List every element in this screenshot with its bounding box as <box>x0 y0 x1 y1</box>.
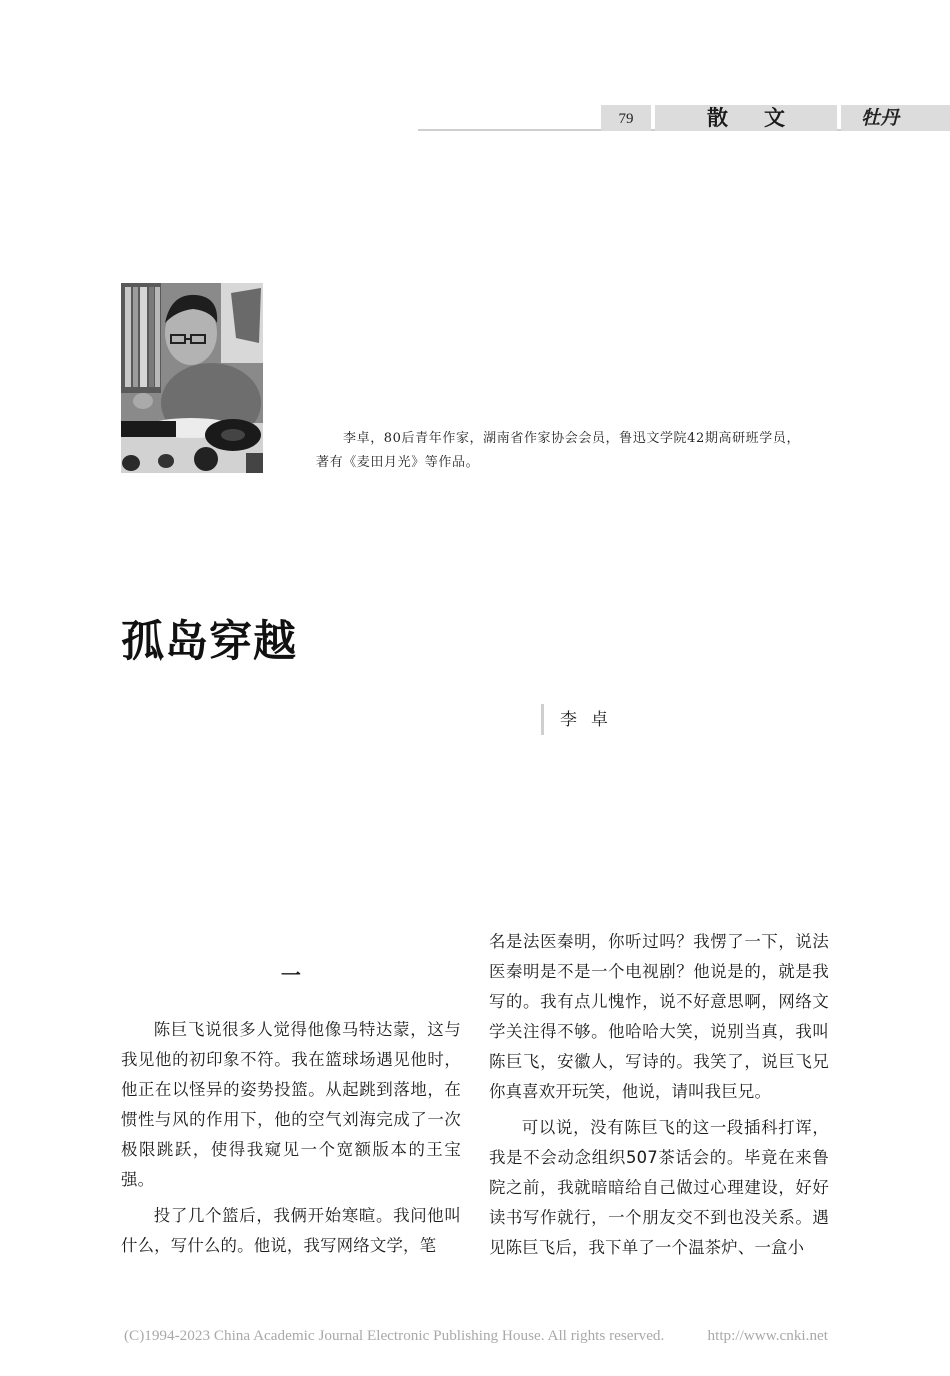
body-column-left <box>121 955 461 1261</box>
copyright-footer <box>124 1325 828 1347</box>
paragraph: 可以说，没有陈巨飞的这一段插科打诨，我是不会动念组织507茶话会的。毕竟在来鲁院之前，我就暗暗给自己做过心理建设，好好读书写作就行，一个朋友交不到也没关系。遇见陈巨飞后，我下单了一个温茶炉、一盒小 <box>489 1118 829 1257</box>
article-title: 孤岛穿越 <box>121 617 297 667</box>
section-label: 散文 <box>655 105 837 131</box>
body-column-right <box>489 927 829 1263</box>
author-photo <box>121 283 263 473</box>
copyright-text: (C)1994-2023 China Academic Journal Electronic Publishing House. All rights reserved. <box>124 1327 665 1344</box>
magazine-logo: 牡丹 <box>841 105 950 131</box>
author-bio-line: 李卓，80后青年作家，湖南省作家协会会员，鲁迅文学院42期高研班学员， <box>343 431 801 446</box>
page-number: 79 <box>601 105 651 131</box>
author-bio <box>316 427 836 475</box>
paragraph: 名是法医秦明，你听过吗？我愣了一下，说法医秦明是不是一个电视剧？他说是的，就是我写的。我有点儿愧怍，说不好意思啊，网络文学关注得不够。他哈哈大笑，说别当真，我叫陈巨飞，安徽人，写诗的。我笑了，说巨飞兄你真喜欢开玩笑，他说，请叫我巨兄。 <box>489 932 829 1101</box>
cnki-link[interactable]: http://www.cnki.net <box>707 1327 828 1344</box>
section-marker: 一 <box>280 963 302 987</box>
byline: 李卓 <box>560 710 622 730</box>
byline-divider <box>541 704 544 735</box>
paragraph: 投了几个篮后，我俩开始寒暄。我问他叫什么，写什么的。他说，我写网络文学，笔 <box>121 1206 461 1255</box>
author-bio-line: 著有《麦田月光》等作品。 <box>316 455 480 470</box>
paragraph: 陈巨飞说很多人觉得他像马特达蒙，这与我见他的初印象不符。我在篮球场遇见他时，他正在以怪异的姿势投篮。从起跳到落地，在惯性与风的作用下，他的空气刘海完成了一次极限跳跃，使得我窥见一个宽额版本的王宝强。 <box>121 1020 461 1189</box>
